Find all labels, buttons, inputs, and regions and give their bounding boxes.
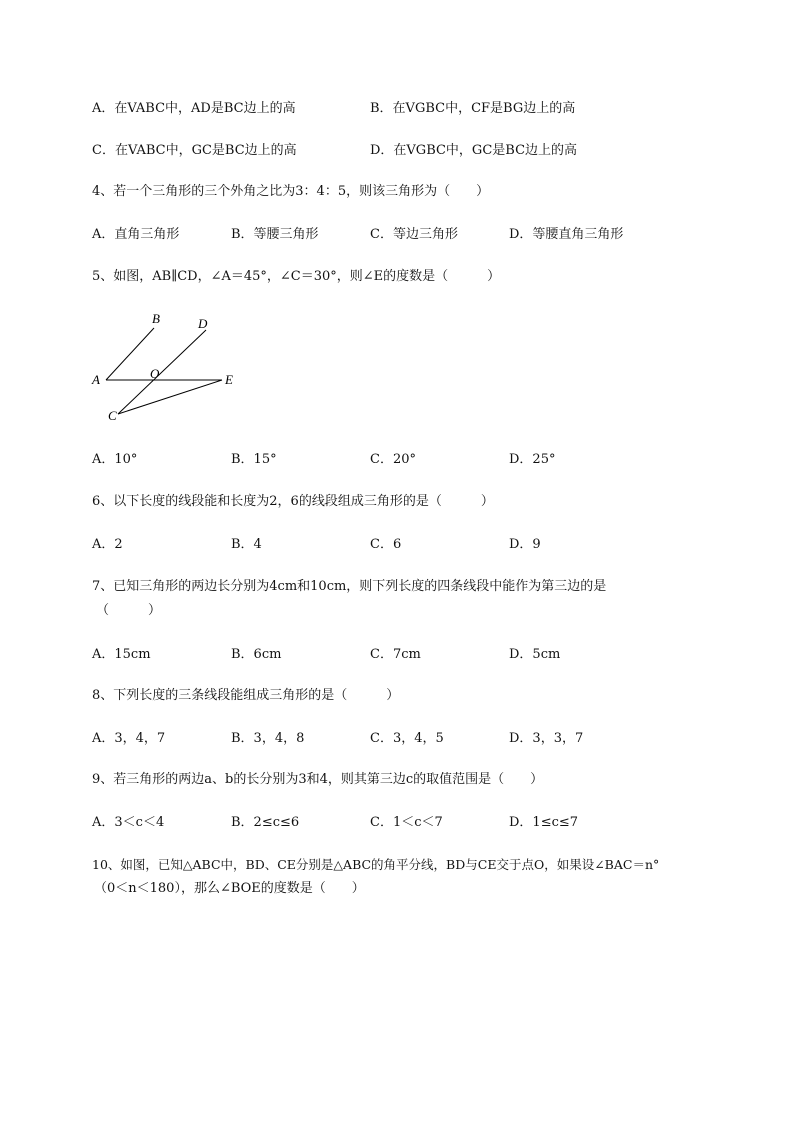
q9-stem: 9、若三角形的两边a、b的长分别为3和4，则其第三边c的取值范围是（ ） — [92, 772, 544, 787]
q3-option-b: B．在VGBC中，CF是BG边上的高 — [370, 101, 576, 116]
segment-ab — [106, 328, 154, 380]
q6-option-c: C．6 — [370, 537, 402, 552]
q6-option-a: A．2 — [92, 537, 123, 552]
q8-option-a: A．3，4，7 — [92, 731, 166, 746]
q7-option-b: B．6cm — [231, 647, 282, 662]
q3-option-a: A．在VABC中，AD是BC边上的高 — [92, 101, 296, 116]
q3-option-d: D．在VGBC中，GC是BC边上的高 — [370, 143, 578, 158]
q9-option-c: C．1＜c＜7 — [370, 815, 443, 830]
q8-stem: 8、下列长度的三条线段能组成三角形的是（ ） — [92, 688, 400, 703]
q7-stem-line2: （ ） — [96, 603, 162, 618]
q4-option-a: A．直角三角形 — [92, 227, 180, 242]
q5-option-d: D．25° — [509, 452, 556, 467]
q7-option-a: A．15cm — [92, 647, 151, 662]
q8-option-d: D．3，3，7 — [509, 731, 584, 746]
q9-option-d: D．1≤c≤7 — [509, 815, 579, 830]
q6-option-b: B．4 — [231, 537, 262, 552]
q8-option-b: B．3，4，8 — [231, 731, 305, 746]
q4-option-b: B．等腰三角形 — [231, 227, 319, 242]
segment-cd — [118, 330, 206, 414]
label-e: E — [225, 372, 233, 387]
q7-stem-line1: 7、已知三角形的两边长分别为4cm和10cm，则下列长度的四条线段中能作为第三边的是 — [92, 579, 607, 594]
q7-option-d: D．5cm — [509, 647, 561, 662]
q5-option-a: A．10° — [92, 452, 138, 467]
label-d: D — [198, 316, 208, 331]
q9-option-b: B．2≤c≤6 — [231, 815, 300, 830]
q5-option-c: C．20° — [370, 452, 416, 467]
segment-ce — [118, 380, 222, 414]
label-b: B — [152, 311, 160, 326]
q4-option-d: D．等腰直角三角形 — [509, 227, 624, 242]
q7-option-c: C．7cm — [370, 647, 421, 662]
q10-stem-line2: （0＜n＜180），那么∠BOE的度数是（ ） — [94, 881, 365, 896]
q4-option-c: C．等边三角形 — [370, 227, 458, 242]
q6-option-d: D．9 — [509, 537, 541, 552]
label-c: C — [108, 408, 117, 423]
label-o: O — [150, 366, 160, 381]
q9-option-a: A．3＜c＜4 — [92, 815, 165, 830]
q5-figure — [88, 308, 248, 428]
q3-option-c: C．在VABC中，GC是BC边上的高 — [92, 143, 297, 158]
q4-stem: 4、若一个三角形的三个外角之比为3：4：5，则该三角形为（ ） — [92, 184, 490, 199]
q8-option-c: C．3，4，5 — [370, 731, 444, 746]
q5-option-b: B．15° — [231, 452, 277, 467]
q6-stem: 6、以下长度的线段能和长度为2，6的线段组成三角形的是（ ） — [92, 494, 494, 509]
label-a: A — [92, 372, 100, 387]
q10-stem-line1: 10、如图，已知△ABC中，BD、CE分别是△ABC的角平分线，BD与CE交于点O，如果设∠BAC＝n° — [92, 857, 660, 872]
q5-stem: 5、如图，AB∥CD，∠A＝45°，∠C＝30°，则∠E的度数是（ ） — [92, 269, 501, 284]
